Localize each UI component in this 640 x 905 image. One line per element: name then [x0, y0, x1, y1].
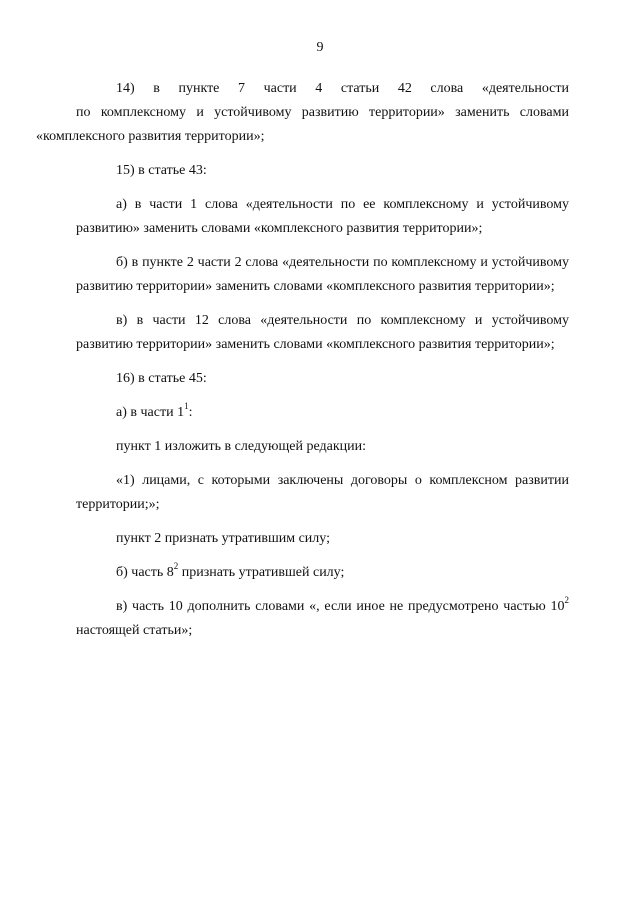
item-14-continuation: по комплексному и устойчивому развитию территории» заменить словами «комплексного развития территории»; [36, 105, 569, 144]
item-16-v-text: в) часть 10 дополнить словами «, если иное не предусмотрено частью 10 [116, 599, 565, 614]
point-1: пункт 1 изложить в следующей редакции: [116, 439, 366, 454]
item-14-line1: 14) в пункте 7 части 4 статьи 42 слова «деятельности [116, 81, 569, 96]
item-16-b-superscript: 2 [173, 561, 179, 572]
item-16-b-tail: признать утратившей силу; [178, 565, 345, 580]
item-15-v: в) в части 12 слова «деятельности по комплексному и устойчивому развитию территории» заменить словами «комплексного развития территории»; [76, 313, 569, 352]
item-16: 16) в статье 45: [116, 371, 207, 386]
item-16-v-tail: настоящей статьи»; [76, 623, 193, 638]
item-15: 15) в статье 43: [116, 163, 207, 178]
item-16-a [76, 401, 569, 425]
item-16-a-tail: : [188, 405, 193, 420]
page-number: 9 [316, 40, 324, 55]
item-16-v [76, 595, 569, 643]
item-16-b [76, 561, 569, 585]
item-15-b: б) в пункте 2 части 2 слова «деятельности по комплексному и устойчивому развитию территории» заменить словами «комплексного развития территории»; [76, 255, 569, 294]
item-16-a-text: а) в части 1 [116, 405, 185, 420]
item-16-b-text: б) часть 8 [116, 565, 174, 580]
point-2: пункт 2 признать утратившим силу; [116, 531, 330, 546]
item-14 [36, 77, 569, 149]
document-body [36, 77, 569, 653]
item-16-v-superscript: 2 [564, 595, 569, 606]
item-16-a-superscript: 1 [184, 401, 189, 412]
item-15-a: а) в части 1 слова «деятельности по ее комплексному и устойчивому развитию» заменить словами «комплексного развития территории»; [76, 197, 569, 236]
point-1-quote: «1) лицами, с которыми заключены договоры о комплексном развитии территории;»; [76, 473, 569, 512]
